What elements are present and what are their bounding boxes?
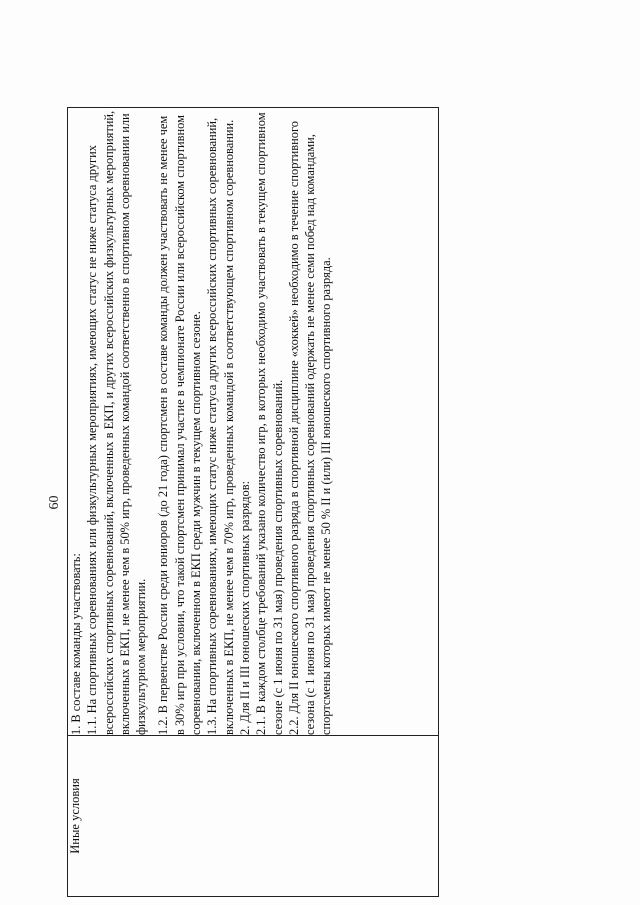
paragraph-1: 1. В составе команды участвовать:	[69, 553, 83, 735]
paragraph-1-3: 1.3. На спортивных соревнованиях, имеющих статус ниже статуса других всероссийских спортивных соревнований, включенных в ЕКП, не менее чем в 70% игр, проведенных командой в соответствующем спортивном соревновании.	[205, 117, 236, 735]
rotated-content	[47, 100, 439, 905]
paragraph-2-2: 2.2. Для II юношеского спортивного разряда в спортивной дисциплине «хоккей» необходимо в течение спортивного сезона (с 1 июня по 31 мая) проведения спортивных соревнований одержать не менее семи побед над командами, спортсмены которых имеют не менее 50 % II и (или) III юношеского спортивного разряда.	[286, 121, 334, 735]
row-label: Иные условия	[68, 778, 82, 854]
page-number: 60	[47, 495, 62, 510]
conditions-table	[67, 107, 439, 897]
paragraph-2: 2. Для II и III юношеских спортивных разрядов:	[237, 480, 252, 735]
paragraph-2-1: 2.1. В каждом столбце требований указано количество игр, в которых необходимо участвовать в текущем спортивном сезоне (с 1 июня по 31 мая) проведения спортивных соревнований.	[254, 112, 285, 735]
table-row	[68, 108, 439, 897]
paragraph-1-1: 1.1. На спортивных соревнованиях или физкультурных мероприятиях, имеющих статус не ниже статуса других всероссийских спортивных соревнований, включенных в ЕКП, и других всероссийских физкультурных мероприятий, включенных в ЕКП, не менее чем в 50% игр, проведенных командой соответственно в спортивном соревновании или физкультурном мероприятии.	[85, 110, 149, 735]
row-content-cell	[68, 108, 439, 736]
paragraph-1-2: 1.2. В первенстве России среди юниоров (до 21 года) спортсмен в составе команды должен участвовать не менее чем в 30% игр при условии, что такой спортсмен принимал участие в чемпионате России или всероссийском спортивном соревновании, включенном в ЕКП среди мужчин в текущем спортивном сезоне.	[156, 115, 204, 735]
row-label-cell	[68, 736, 439, 897]
